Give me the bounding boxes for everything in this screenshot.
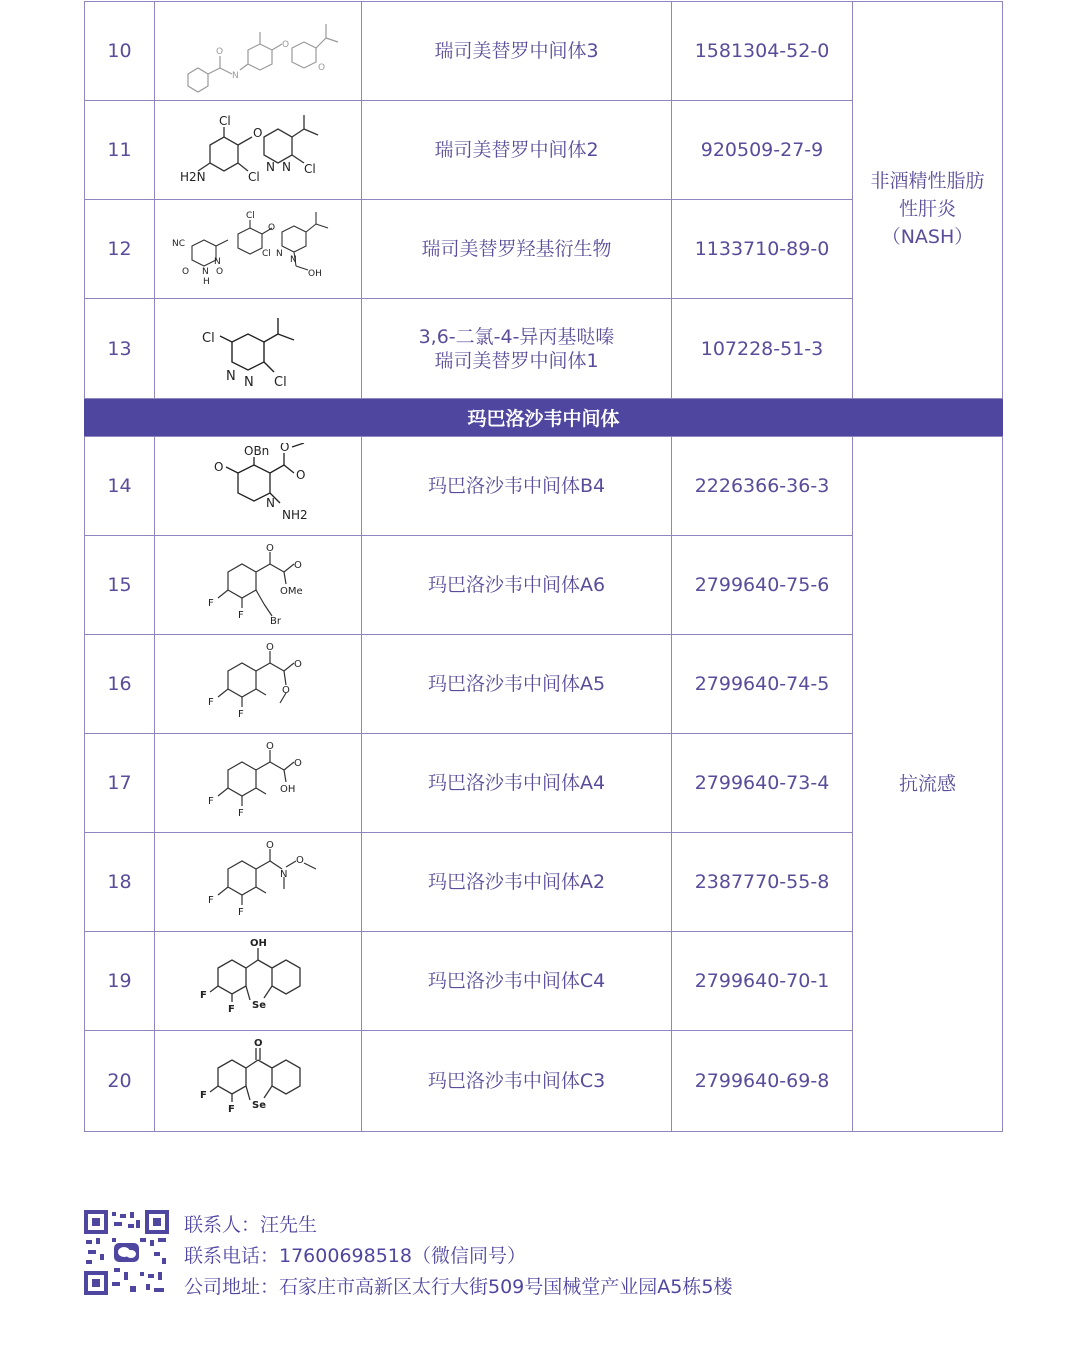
cas-number: 1581304-52-0 — [671, 1, 853, 101]
atom-label: O — [266, 642, 274, 653]
compound-name — [361, 436, 672, 536]
dichloro-isopropylpyridazine-structure — [154, 298, 362, 399]
atom-label: O — [266, 840, 274, 851]
atom-label: N — [282, 160, 291, 174]
atom-label: F — [208, 697, 214, 708]
atom-label: Cl — [202, 330, 215, 346]
atom-label: Cl — [262, 249, 271, 259]
atom-label: Cl — [274, 374, 287, 390]
atom-label: O — [268, 223, 276, 233]
row-number: 12 — [84, 199, 155, 299]
compound-name — [361, 199, 672, 299]
atom-label: Cl — [304, 162, 316, 176]
atom-label: Cl — [248, 170, 260, 184]
atom-label: OH — [250, 938, 267, 949]
atom-label: N — [276, 249, 283, 259]
atom-label: Cl — [246, 211, 255, 221]
atom-label: N — [214, 257, 221, 267]
compound-name — [361, 832, 672, 932]
baloxavir-intermediate-a2-structure — [154, 832, 362, 932]
atom-label: F — [208, 796, 214, 807]
atom-label: OMe — [280, 586, 303, 597]
cas-number: 1133710-89-0 — [671, 199, 853, 299]
resmetirom-hydroxy-derivative-structure — [154, 199, 362, 299]
indication-line: （NASH） — [881, 226, 974, 248]
cas-number: 2799640-73-4 — [671, 733, 853, 833]
atom-label: O — [296, 468, 306, 482]
compound-name — [361, 298, 672, 399]
atom-label: O — [282, 40, 290, 50]
baloxavir-intermediate-b4-structure — [154, 436, 362, 536]
compound-name — [361, 1030, 672, 1132]
resmetirom-intermediate-3-structure — [154, 1, 362, 101]
compound-name-line: 3,6-二氯-4-异丙基哒嗪 — [418, 325, 615, 348]
atom-label: H — [203, 277, 210, 287]
compound-name-line: 瑞司美替罗中间体2 — [434, 139, 599, 161]
compound-name — [361, 634, 672, 734]
atom-label: H2N — [180, 170, 206, 184]
atom-label: NC — [172, 239, 186, 249]
indication-antiviral: 抗流感 — [852, 436, 1003, 1132]
baloxavir-intermediate-a4-structure — [154, 733, 362, 833]
atom-label: O — [296, 855, 304, 866]
compound-name-line: 玛巴洛沙韦中间体B4 — [427, 475, 606, 497]
atom-label: F — [228, 1104, 235, 1115]
row-number: 16 — [84, 634, 155, 734]
atom-label: O — [216, 47, 224, 57]
row-number: 18 — [84, 832, 155, 932]
compound-name-line: 玛巴洛沙韦中间体A2 — [427, 871, 606, 893]
atom-label: N — [266, 160, 275, 174]
baloxavir-intermediate-a5-structure — [154, 634, 362, 734]
compound-name — [361, 535, 672, 635]
compound-name-line: 瑞司美替罗中间体3 — [434, 40, 599, 62]
compound-name — [361, 931, 672, 1031]
row-number: 11 — [84, 100, 155, 200]
compound-name-line: 玛巴洛沙韦中间体C4 — [427, 970, 606, 992]
indication-line: 非酒精性脂肪 — [870, 170, 985, 192]
indication-nash — [852, 1, 1003, 399]
atom-label: OBn — [244, 444, 270, 458]
atom-label: OH — [280, 784, 296, 795]
cas-number: 2799640-75-6 — [671, 535, 853, 635]
atom-label: N — [266, 496, 275, 510]
cas-number: 2799640-70-1 — [671, 931, 853, 1031]
atom-label: N — [202, 267, 209, 277]
cas-number: 2387770-55-8 — [671, 832, 853, 932]
atom-label: N — [280, 869, 288, 880]
cas-number: 2799640-74-5 — [671, 634, 853, 734]
compound-name-line: 玛巴洛沙韦中间体A5 — [427, 673, 606, 695]
baloxavir-intermediate-c4-structure — [154, 931, 362, 1031]
atom-label: N — [290, 255, 297, 265]
atom-label: O — [254, 1038, 263, 1049]
atom-label: N — [226, 368, 236, 384]
atom-label: F — [208, 598, 214, 609]
atom-label: NH2 — [282, 508, 308, 522]
atom-label: N — [232, 71, 239, 81]
atom-label: N — [244, 374, 254, 390]
atom-label: O — [294, 659, 302, 670]
atom-label: Br — [270, 616, 281, 627]
compound-name — [361, 733, 672, 833]
atom-label: O — [294, 560, 302, 571]
compound-name-line: 瑞司美替罗羟基衍生物 — [421, 238, 612, 260]
row-number: 19 — [84, 931, 155, 1031]
section-header: 玛巴洛沙韦中间体 — [84, 399, 1003, 436]
atom-label: Se — [252, 1000, 266, 1011]
compound-name — [361, 100, 672, 200]
cas-number: 2226366-36-3 — [671, 436, 853, 536]
atom-label: O — [294, 758, 302, 769]
cas-number: 920509-27-9 — [671, 100, 853, 200]
atom-label: O — [182, 267, 190, 277]
atom-label: O — [280, 443, 290, 454]
atom-label: O — [282, 685, 290, 696]
baloxavir-intermediate-c3-structure — [154, 1030, 362, 1132]
row-number: 20 — [84, 1030, 155, 1132]
atom-label: O — [253, 126, 263, 140]
atom-label: F — [200, 1090, 207, 1101]
row-number: 13 — [84, 298, 155, 399]
cas-number: 107228-51-3 — [671, 298, 853, 399]
row-number: 15 — [84, 535, 155, 635]
compound-name-line: 玛巴洛沙韦中间体A6 — [427, 574, 606, 596]
atom-label: O — [266, 543, 274, 554]
atom-label: O — [216, 267, 224, 277]
company-address: 公司地址：石家庄市高新区太行大街509号国械堂产业园A5栋5楼 — [184, 1276, 733, 1298]
compound-name — [361, 1, 672, 101]
wechat-qr-code-icon[interactable] — [84, 1210, 169, 1295]
row-number: 10 — [84, 1, 155, 101]
atom-label: F — [228, 1004, 235, 1015]
contact-info — [184, 1210, 884, 1303]
row-number: 17 — [84, 733, 155, 833]
atom-label: F — [200, 990, 207, 1001]
atom-label: O — [214, 460, 224, 474]
row-number: 14 — [84, 436, 155, 536]
compound-name-line: 瑞司美替罗中间体1 — [434, 349, 599, 372]
contact-phone[interactable]: 联系电话：17600698518（微信同号） — [184, 1245, 526, 1267]
indication-line: 性肝炎 — [898, 198, 956, 220]
atom-label: O — [266, 741, 274, 752]
atom-label: O — [318, 63, 326, 73]
cas-number: 2799640-69-8 — [671, 1030, 853, 1132]
compound-name-line: 玛巴洛沙韦中间体A4 — [427, 772, 606, 794]
atom-label: F — [208, 895, 214, 906]
compound-name-line: 玛巴洛沙韦中间体C3 — [427, 1070, 606, 1092]
atom-label: F — [238, 907, 244, 918]
resmetirom-intermediate-2-structure — [154, 100, 362, 200]
atom-label: Se — [252, 1100, 266, 1111]
baloxavir-intermediate-a6-structure — [154, 535, 362, 635]
contact-person: 联系人：汪先生 — [184, 1214, 318, 1236]
atom-label: F — [238, 709, 244, 720]
atom-label: F — [238, 610, 244, 621]
atom-label: OH — [308, 269, 322, 279]
atom-label: F — [238, 808, 244, 819]
atom-label: Cl — [219, 114, 231, 128]
